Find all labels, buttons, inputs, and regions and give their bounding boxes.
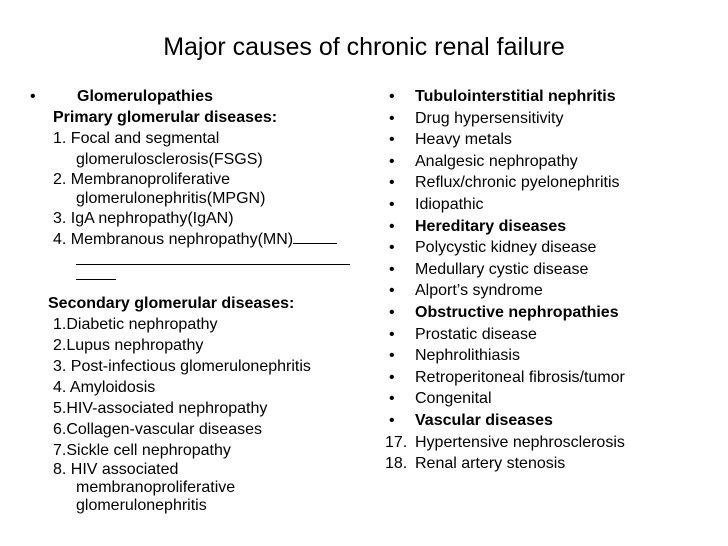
blank-underline-row — [0, 250, 372, 271]
bullet-icon: • — [389, 196, 395, 213]
bullet-icon: • — [389, 88, 395, 105]
right-list-item-text: Hereditary diseases — [415, 217, 567, 235]
bullet-icon: • — [389, 239, 395, 257]
blank-underline-row — [0, 271, 372, 289]
right-list-item-text: Drug hypersensitivity — [415, 109, 564, 127]
right-list-item — [385, 86, 728, 108]
right-list-item-text: Reflux/chronic pyelonephritis — [415, 174, 620, 192]
bullet-icon: • — [389, 217, 395, 235]
glomerulopathies-heading-line — [0, 86, 372, 107]
bullet-icon: • — [389, 131, 395, 149]
right-list-item-text: Idiopathic — [415, 196, 484, 213]
secondary-item-8-line1: 8. HIV associated — [53, 461, 179, 478]
right-list-item — [385, 432, 728, 454]
right-list-item-text: Polycystic kidney disease — [415, 239, 597, 257]
bullet-icon: • — [389, 390, 395, 408]
item-number: 18. — [385, 455, 408, 473]
right-list-item — [385, 367, 728, 389]
right-list-item-text: Renal artery stenosis — [415, 455, 566, 473]
primary-item-2-line1: 2. Membranoproliferative — [53, 171, 230, 188]
right-list-item — [385, 324, 728, 346]
secondary-item: 5.HIV-associated nephropathy — [53, 400, 268, 417]
item-number: 17. — [385, 433, 408, 451]
slide-title: Major causes of chronic renal failure — [163, 33, 565, 61]
bullet-icon: • — [389, 152, 395, 170]
right-list-item — [385, 151, 728, 173]
right-list-item — [385, 259, 728, 281]
blank-underline — [76, 279, 116, 280]
right-list-item — [385, 216, 728, 238]
right-list-item — [385, 108, 728, 130]
primary-item-1-line2: glomerulosclerosis(FSGS) — [76, 151, 263, 168]
bullet-icon: • — [389, 412, 395, 429]
primary-item-4: 4. Membranous nephropathy(MN) — [53, 231, 294, 248]
bullet-icon: • — [389, 174, 395, 192]
left-column — [0, 86, 372, 515]
right-list-item — [385, 453, 728, 475]
secondary-item: 4. Amyloidosis — [53, 379, 156, 396]
right-list-item-text: Congenital — [415, 390, 492, 408]
primary-item-4-line — [0, 229, 372, 250]
right-list-item — [385, 194, 728, 216]
secondary-item-8-line2: membranoproliferative — [76, 479, 236, 496]
secondary-item: 1.Diabetic nephropathy — [53, 316, 218, 333]
bullet-icon: • — [389, 282, 395, 300]
bullet-icon: • — [389, 368, 395, 386]
right-list-item-text: Hypertensive nephrosclerosis — [415, 433, 625, 451]
primary-heading: Primary glomerular diseases: — [53, 109, 278, 126]
bullet-icon: • — [389, 109, 395, 127]
right-list-item-text: Retroperitoneal fibrosis/tumor — [415, 368, 625, 386]
secondary-item: 3. Post-infectious glomerulonephritis — [53, 358, 311, 375]
secondary-item-8-line3: glomerulonephritis — [76, 497, 207, 514]
right-list-item-text: Medullary cystic disease — [415, 260, 589, 278]
right-list-item — [385, 410, 728, 432]
right-list-item — [385, 345, 728, 367]
bullet-icon: • — [389, 325, 395, 343]
right-list-item — [385, 302, 728, 324]
right-list-item — [385, 172, 728, 194]
blank-underline — [76, 264, 350, 265]
right-list-item — [385, 237, 728, 259]
primary-item-3: 3. IgA nephropathy(IgAN) — [53, 210, 234, 227]
glomerulopathies-heading: Glomerulopathies — [77, 88, 214, 105]
primary-item-1-line1: 1. Focal and segmental — [53, 130, 220, 147]
primary-item-2-line2: glomerulonephritis(MPGN) — [76, 190, 266, 207]
right-list-item-text: Obstructive nephropathies — [415, 304, 619, 321]
right-list-item — [385, 129, 728, 151]
right-list-item-text: Tubulointerstitial nephritis — [415, 88, 616, 105]
bullet-icon: • — [389, 304, 395, 321]
secondary-item: 7.Sickle cell nephropathy — [53, 442, 231, 459]
bullet-icon: • — [389, 347, 395, 365]
right-list-item-text: Vascular diseases — [415, 412, 553, 429]
blank-underline — [293, 229, 337, 244]
right-list-item-text: Prostatic disease — [415, 325, 537, 343]
secondary-item: 6.Collagen-vascular diseases — [53, 421, 262, 438]
right-list-item-text: Nephrolithiasis — [415, 347, 520, 365]
secondary-heading: Secondary glomerular diseases: — [48, 295, 295, 312]
bullet-icon: • — [30, 88, 36, 105]
right-list-item-text: Heavy metals — [415, 131, 512, 149]
right-list-item — [385, 388, 728, 410]
right-list-item-text: Analgesic nephropathy — [415, 152, 578, 170]
secondary-item: 2.Lupus nephropathy — [53, 337, 204, 354]
bullet-icon: • — [389, 260, 395, 278]
right-list-item-text: Alport’s syndrome — [415, 282, 543, 300]
right-list-item — [385, 280, 728, 302]
